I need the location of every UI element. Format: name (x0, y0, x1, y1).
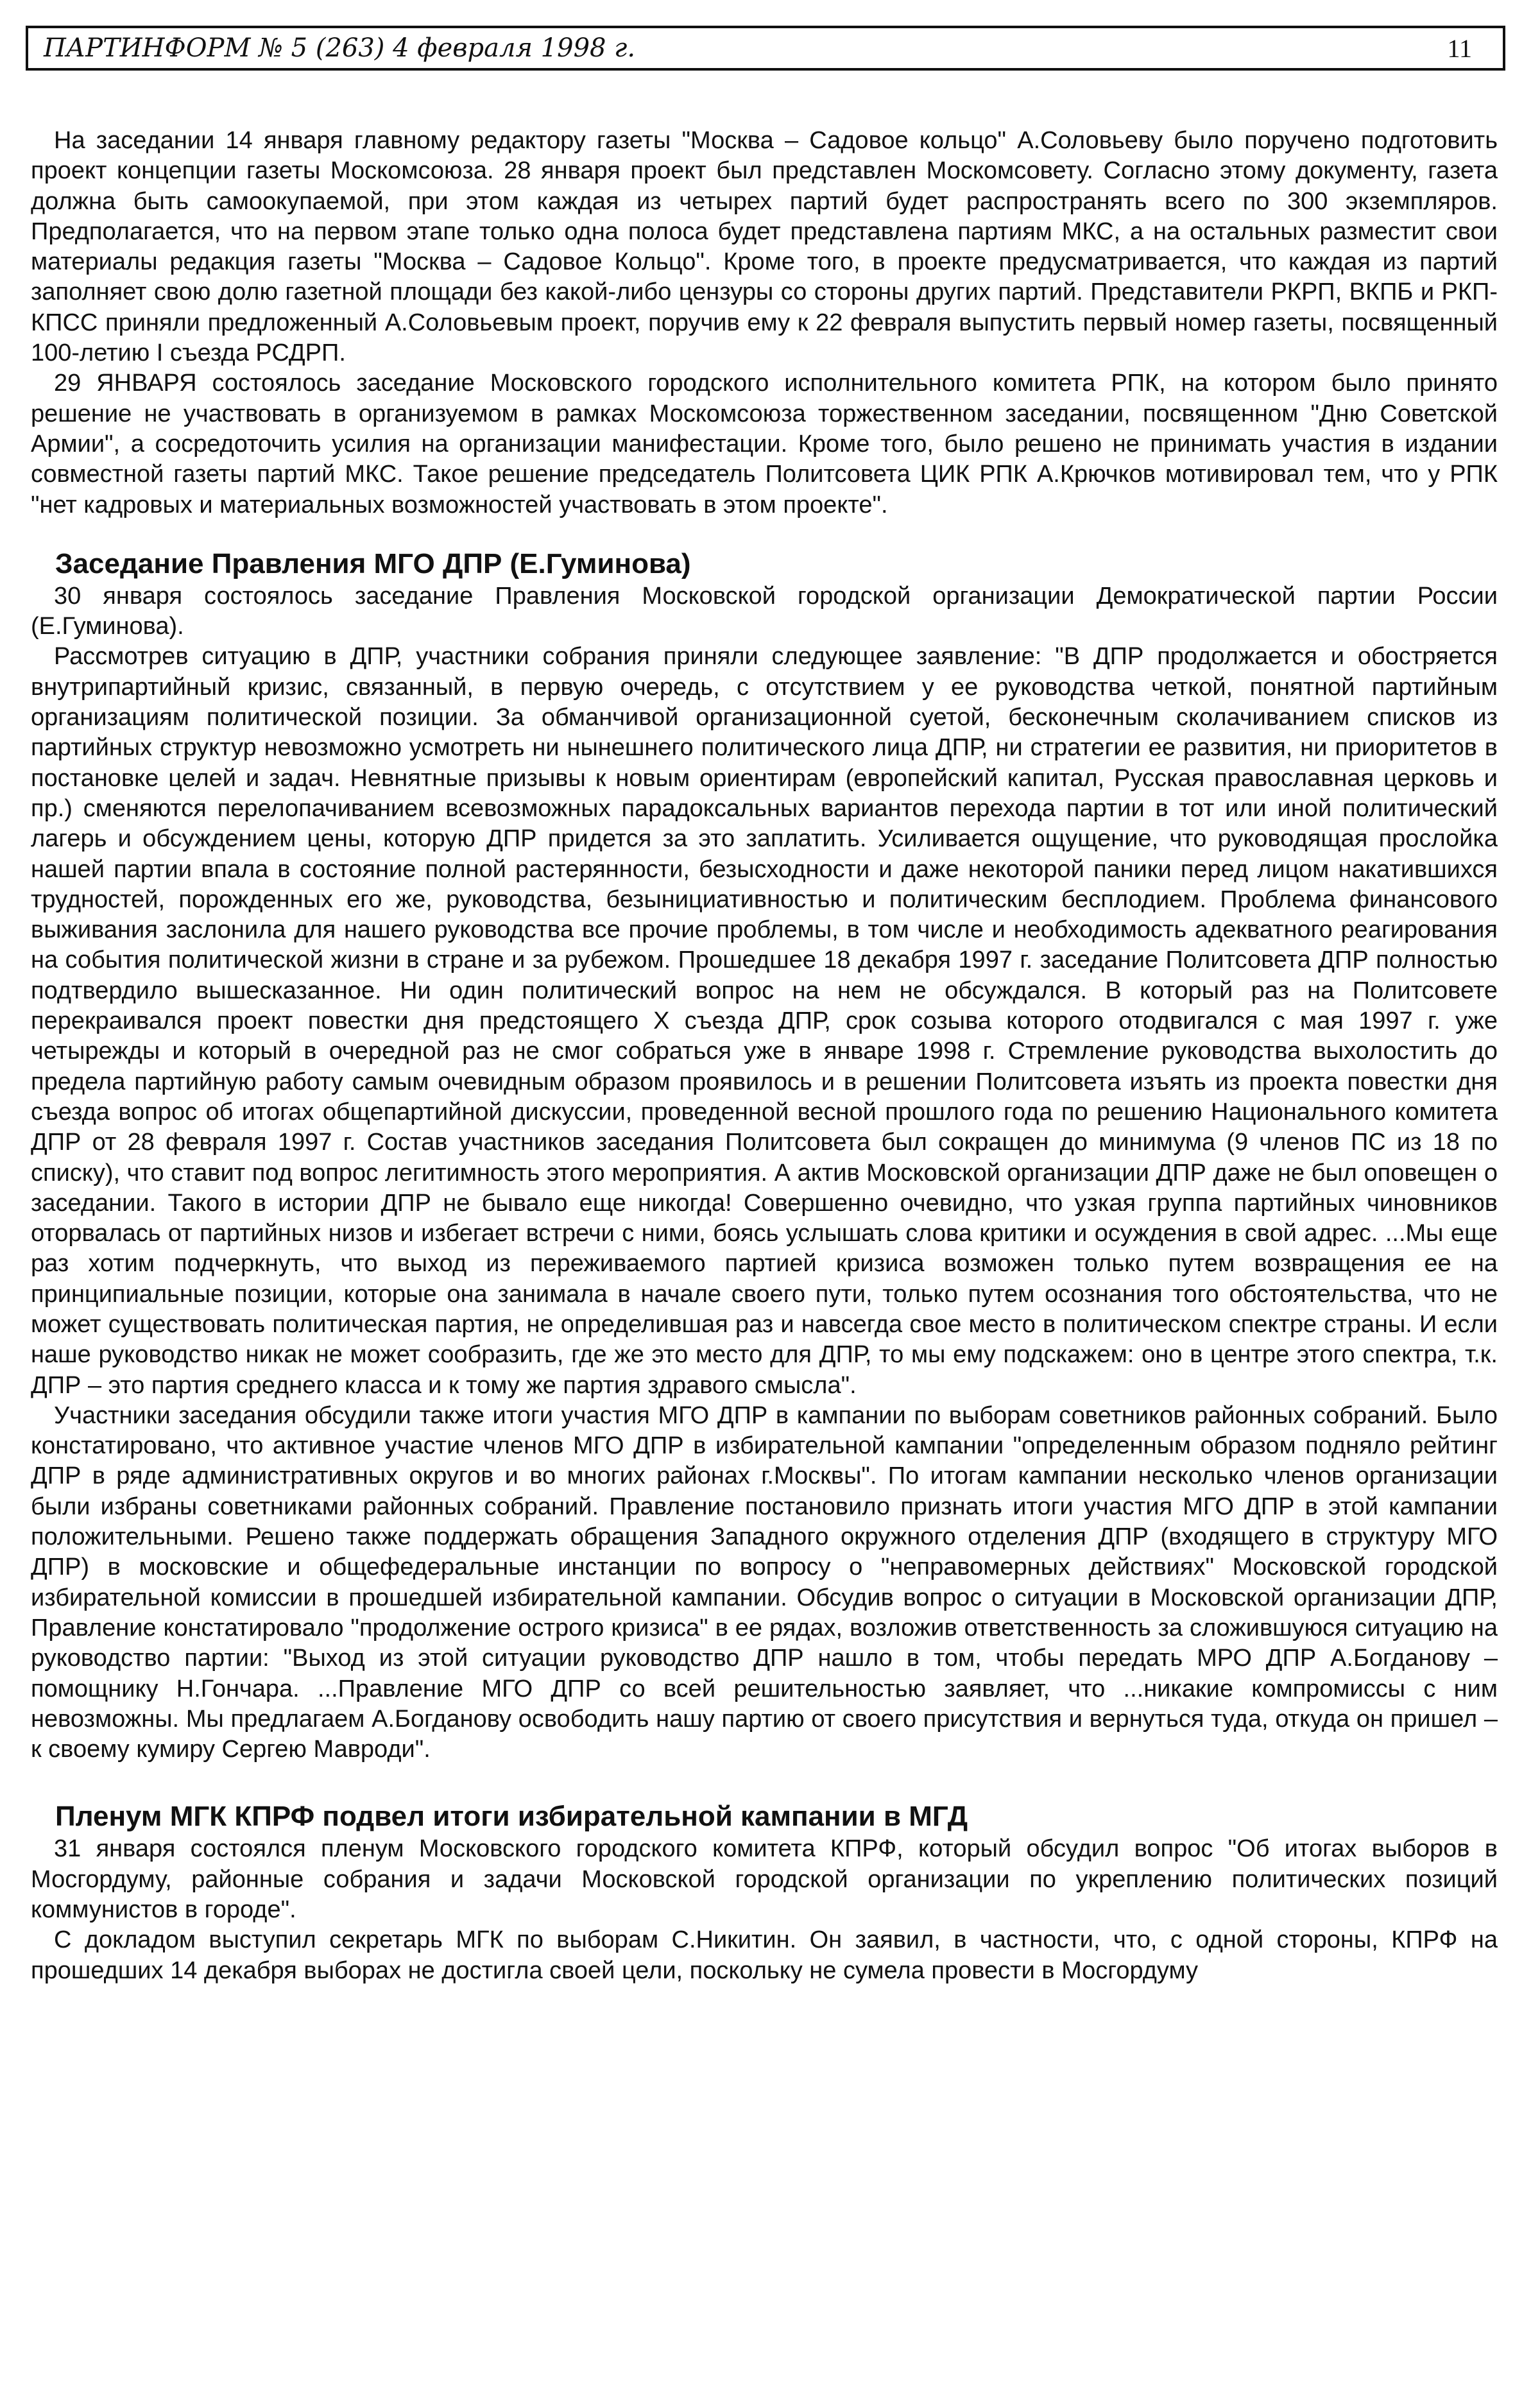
kprf-paragraph-1: 31 января состоялся пленум Московского городского комитета КПРФ, который обсудил вопрос "Об итогах выборов в Мосгордуму, районные собрания и задачи Московской городской организации по укреплению политических позиций коммунистов в городе". (31, 1835, 1498, 1924)
intro-paragraph-1: На заседании 14 января главному редактору газеты "Москва – Садовое кольцо" А.Соловьеву было поручено подготовить проект концепции газеты Москомсоюза. 28 января проект был представлен Москомсовету. Согласно этому документу, газета должна быть самоокупаемой, при этом каждая из четырех партий будет распространять всего по 300 экземпляров. Предполагается, что на первом этапе только одна полоса будет представлена партиям МКС, а на остальных разместит свои материалы редакция газеты "Москва – Садовое Кольцо". Кроме того, в проекте предусматривается, что каждая из партий заполняет свою долю газетной площади без какой-либо цензуры со стороны других партий. Представители РКРП, ВКПБ и РКП-КПСС приняли предложенный А.Соловьевым проект, поручив ему к 22 февраля выпустить первый номер газеты, посвященный 100-летию I съезда РСДРП. (31, 127, 1498, 367)
article-body (31, 126, 1498, 1986)
page-number: 11 (1447, 33, 1472, 63)
intro-paragraph-2: 29 ЯНВАРЯ состоялось заседание Московского городского исполнительного комитета РПК, на котором было принято решение не участвовать в организуемом в рамках Москомсоюза торжественном заседании, посвященном "Дню Советской Армии", а сосредоточить усилия на организации манифестации. Кроме того, было решено не принимать участия в издании совместной газеты партий МКС. Такое решение председатель Политсовета ЦИК РПК А.Крючков мотивировал тем, что у РПК "нет кадровых и материальных возможностей участвовать в этом проекте". (31, 370, 1498, 518)
dpr-paragraph-3: Участники заседания обсудили также итоги участия МГО ДПР в кампании по выборам советников районных собраний. Было констатировано, что активное участие членов МГО ДПР в избирательной кампании "определенным образом подняло рейтинг ДПР в ряде административных округов и во многих районах г.Москвы". По итогам кампании несколько членов организации были избраны советниками районных собраний. Правление постановило признать итоги участия МГО ДПР в этой кампании положительными. Решено также поддержать обращения Западного окружного отделения ДПР (входящего в структуру МГО ДПР) в московские и общефедеральные инстанции по вопросу о "неправомерных действиях" Московской городской избирательной комиссии в прошедшей избирательной кампании. Обсудив вопрос о ситуации в Московской организации ДПР, Правление констатировало "продолжение острого кризиса" в ее рядах, возложив ответственность за сложившуюся ситуацию на руководство партии: "Выход из этой ситуации руководство ДПР нашло в том, чтобы передать МРО ДПР А.Богданову – помощнику Н.Гончара. ...Правление МГО ДПР со всей решительностью заявляет, что ...никакие компромиссы с ним невозможны. Мы предлагаем А.Богданову освободить нашу партию от своего присутствия и вернуться туда, откуда он пришел – к своему кумиру Сергею Мавроди". (31, 1401, 1498, 1763)
section-heading-dpr: Заседание Правления МГО ДПР (Е.Гуминова) (55, 547, 691, 579)
dpr-paragraph-1: 30 января состоялось заседание Правления Московской городской организации Демократической партии России (Е.Гуминова). (31, 582, 1498, 640)
kprf-paragraph-2: С докладом выступил секретарь МГК по выборам С.Никитин. Он заявил, в частности, что, с одной стороны, КПРФ на прошедших 14 декабря выборах не достигла своей цели, поскольку не сумела провести в Мосгордуму (31, 1926, 1498, 1984)
dpr-paragraph-2: Рассмотрев ситуацию в ДПР, участники собрания приняли следующее заявление: "В ДПР продолжается и обостряется внутрипартийный кризис, связанный, в первую очередь, с отсутствием у ее руководства четкой, понятной партийным организациям политической позиции. За обманчивой организационной суетой, бесконечным сколачиванием списков из партийных структур невозможно усмотреть ни нынешнего политического лица ДПР, ни стратегии ее развития, ни приоритетов в постановке целей и задач. Невнятные призывы к новым ориентирам (европейский капитал, Русская православная церковь и пр.) сменяются перелопачиванием всевозможных парадоксальных вариантов перехода партии в тот или иной политический лагерь и обсуждением цены, которую ДПР придется за это заплатить. Усиливается ощущение, что руководящая прослойка нашей партии впала в состояние полной растерянности, безысходности и даже некоторой паники перед лицом накатившихся трудностей, порожденных его же, руководства, безынициативностью и политическим бесплодием. Проблема финансового выживания заслонила для нашего руководства все прочие проблемы, в том числе и необходимость адекватного реагирования на события политической жизни в стране и за рубежом. Прошедшее 18 декабря 1997 г. заседание Политсовета ДПР полностью подтвердило вышесказанное. Ни один политический вопрос на нем не обсуждался. В который раз на Политсовете перекраивался проект повестки дня предстоящего X съезда ДПР, срок созыва которого отодвигался с мая 1997 г. уже четырежды и который в очередной раз не смог собраться уже в январе 1998 г. Стремление руководства выхолостить до предела партийную работу самым очевидным образом проявилось и в решении Политсовета изъять из проекта повестки дня съезда вопрос об итогах общепартийной дискуссии, проведенной весной прошлого года по решению Национального комитета ДПР от 28 февраля 1997 г. Состав участников заседания Политсовета был сокращен до минимума (9 членов ПС из 18 по списку), что ставит под вопрос легитимность этого мероприятия. А актив Московской организации ДПР даже не был оповещен о заседании. Такого в истории ДПР не бывало еще никогда! Совершенно очевидно, что узкая группа партийных чиновников оторвалась от партийных низов и избегает встречи с ними, боясь услышать слова критики и осуждения в свой адрес. ...Мы еще раз хотим подчеркнуть, что выход из переживаемого партией кризиса возможен только путем возвращения ее на принципиальные позиции, которые она занимала в начале своего пути, только путем осознания того обстоятельства, что не может существовать политическая партия, не определившая раз и навсегда свое место в политическом спектре страны. И если наше руководство никак не может сообразить, где же это место для ДПР, то мы ему подскажем: оно в центре этого спектра, т.к. ДПР – это партия среднего класса и к тому же партия здравого смысла". (31, 643, 1498, 1399)
publication-title: ПАРТИНФОРМ № 5 (263) 4 февраля 1998 г. (44, 33, 636, 63)
section-heading-kprf: Пленум МГК КПРФ подвел итоги избирательной кампании в МГД (55, 1801, 968, 1833)
page-header (26, 26, 1505, 71)
